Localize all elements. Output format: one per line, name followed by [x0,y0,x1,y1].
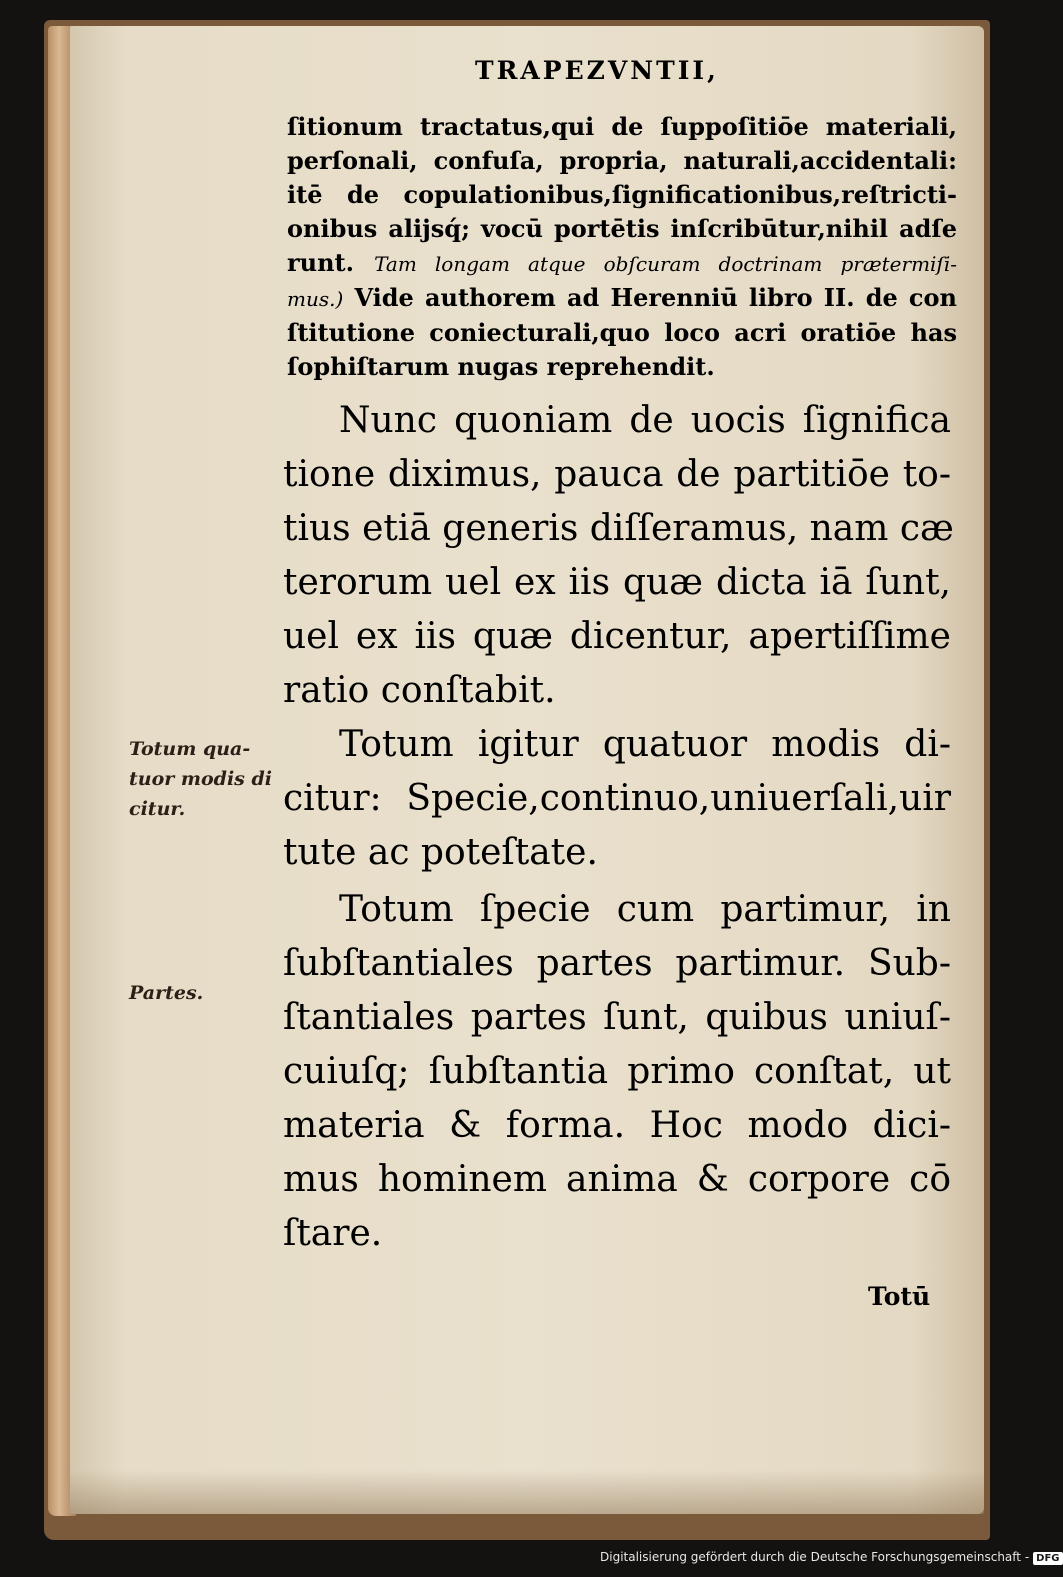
dfg-logo: DFG [1033,1552,1062,1565]
paragraph-line: ſtantiales partes ſunt, quibus uniuſ- [283,997,951,1038]
small-text-line: itē de copulationibus,ſignificationibus,reſtricti- [287,180,957,209]
paragraph-line: uel ex iis quæ dicentur, apertiſſime [283,616,951,657]
paragraph-line: ſubſtantiales partes partimur. Sub- [283,943,951,984]
margin-note-totum [129,734,272,824]
small-text-line: ſophiſtarum nugas reprehendit. [287,352,715,381]
margin-note-line: tuor modis di [129,768,272,790]
paragraph-line: cuiuſq; ſubſtantia primo conſtat, ut [283,1051,951,1092]
small-text-line: runt. [287,248,354,277]
footer-credit [600,1550,1063,1565]
footer-text: Digitalisierung gefördert durch die Deutsche Forschungsgemeinschaft - [600,1550,1030,1564]
margin-note-partes [129,978,203,1008]
italic-text: mus.) [287,287,344,311]
paragraph-line: Nunc quoniam de uocis ſignifica [339,400,951,441]
italic-text: Tam longam atque obſcuram doctrinam prætermiſi- [374,252,957,276]
paragraph-line: citur: Specie,continuo,uniuerſali,uir [283,778,951,819]
page-bottom-shadow [70,1470,984,1514]
small-text-line: ſitionum tractatus,qui de ſuppoſitiōe materiali, [287,112,957,141]
paragraph-line: Totum igitur quatuor modis di- [339,724,951,765]
paragraph-1 [283,394,954,718]
small-text-line: onibus alijsq́; vocū portētis inſcribūtur,nihil adſe [287,214,957,243]
small-text-line: Vide authorem ad Herenniū libro II. de con [354,283,957,312]
paragraph-2 [283,718,951,880]
paragraph-line: tione diximus, pauca de partitiōe to- [283,454,951,495]
paragraph-3 [283,883,951,1261]
small-text-line: perſonali, confuſa, propria, naturali,accidentali: [287,146,957,175]
catchword: Totū [868,1282,931,1311]
paragraph-line: tius etiā generis diſſeramus, nam cæ [283,508,954,549]
paragraph-line: mus hominem anima & corpore cō [283,1159,951,1200]
paragraph-line: terorum uel ex iis quæ dicta iā ſunt, [283,562,951,603]
running-head: TRAPEZVNTII, [475,56,719,85]
small-text-line: ſtitutione coniecturali,quo loco acri oratiōe has [287,318,957,347]
small-text-block [287,110,957,384]
margin-note-line: citur. [129,798,186,820]
small-text-line-mixed [287,281,957,316]
paragraph-line: materia & forma. Hoc modo dici- [283,1105,951,1146]
small-text-line-mixed [287,246,957,281]
paragraph-line: tute ac poteſtate. [283,832,598,873]
paragraph-line: Totum ſpecie cum partimur, in [339,889,951,930]
paragraph-line: ſtare. [283,1213,383,1254]
margin-note-line: Totum qua- [129,738,251,760]
margin-note-line: Partes. [129,982,204,1004]
paragraph-line: ratio conſtabit. [283,670,556,711]
